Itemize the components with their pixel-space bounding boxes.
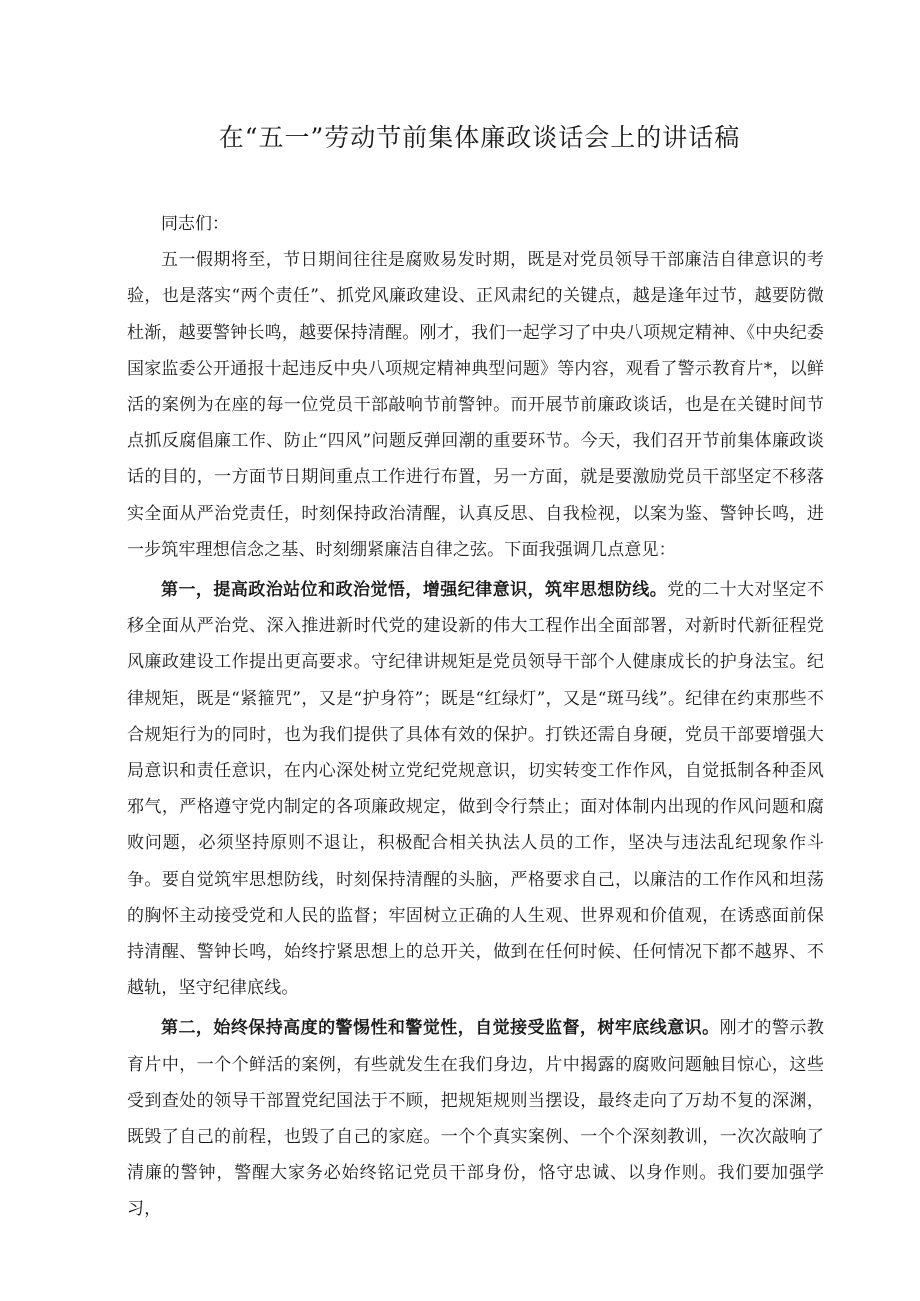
document-title: 在“五一”劳动节前集体廉政谈话会上的讲话稿 [218,123,741,152]
salutation: 同志们： [161,214,229,234]
paragraph-point-one [127,572,824,1006]
paragraph-lead: 第一，提高政治站位和政治觉悟，增强纪律意识，筑牢思想防线。 [161,580,668,601]
paragraph-point-two [127,1010,824,1227]
paragraph-intro [127,242,824,568]
paragraph-lead: 第二，始终保持高度的警惕性和警觉性，自觉接受监督，树牢底线意识。 [161,1018,720,1039]
paragraph-body: 刚才的警示教育片中，一个个鲜活的案例，有些就发生在我们身边，片中揭露的腐败问题触目惊心，这些受到查处的领导干部置党纪国法于不顾，把规矩规则当摆设，最终走向了万劫不复的深渊，既毁了自己的前程，也毁了自己的家庭。一个个真实案例、一个个深刻教训，一次次敲响了清廉的警钟，警醒大家务必始终铭记党员干部身份，恪守忠诚、以身作则。我们要加强学习， [127,1018,824,1220]
paragraph-body: 党的二十大对坚定不移全面从严治党、深入推进新时代党的建设新的伟大工程作出全面部署，对新时代新征程党风廉政建设工作提出更高要求。守纪律讲规矩是党员领导干部个人健康成长的护身法宝。纪律规矩，既是“紧箍咒”，又是“护身符”；既是“红绿灯”，又是“斑马线”。纪律在约束那些不合规矩行为的同时，也为我们提供了具体有效的保护。打铁还需自身硬，党员干部要增强大局意识和责任意识，在内心深处树立党纪党规意识，切实转变工作作风，自觉抵制各种歪风邪气，严格遵守党内制定的各项廉政规定，做到令行禁止；面对体制内出现的作风问题和腐败问题，必须坚持原则不退让，积极配合相关执法人员的工作，坚决与违法乱纪现象作斗争。要自觉筑牢思想防线，时刻保持清醒的头脑，严格要求自己，以廉洁的工作作风和坦荡的胸怀主动接受党和人民的监督；牢固树立正确的人生观、世界观和价值观，在诱惑面前保持清醒、警钟长鸣，始终拧紧思想上的总开关，做到在任何时候、任何情况下都不越界、不越轨，坚守纪律底线。 [127,580,824,999]
paragraph-body: 五一假期将至，节日期间往往是腐败易发时期，既是对党员领导干部廉洁自律意识的考验，也是落实“两个责任”、抓党风廉政建设、正风肃纪的关键点，越是逢年过节，越要防微杜渐，越要警钟长鸣，越要保持清醒。刚才，我们一起学习了中央八项规定精神、《中央纪委国家监委公开通报十起违反中央八项规定精神典型问题》等内容，观看了警示教育片*，以鲜活的案例为在座的每一位党员干部敲响节前警钟。而开展节前廉政谈话，也是在关键时间节点抓反腐倡廉工作、防止“四风”问题反弹回潮的重要环节。今天，我们召开节前集体廉政谈话的目的，一方面节日期间重点工作进行布置，另一方面，就是要激励党员干部坚定不移落实全面从严治党责任，时刻保持政治清醒，认真反思、自我检视，以案为鉴、警钟长鸣，进一步筑牢理想信念之基、时刻绷紧廉洁自律之弦。下面我强调几点意见： [127,250,824,560]
